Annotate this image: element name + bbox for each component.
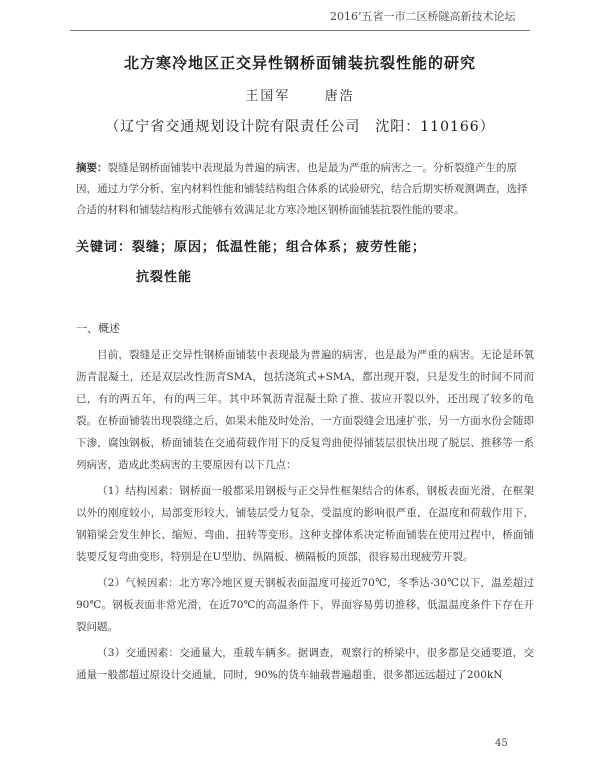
keywords-text: 裂缝；原因；低温性能；组合体系；疲劳性能； [132,240,427,255]
paper-title: 北方寒冷地区正交异性钢桥面铺装抗裂性能的研究 [123,54,476,72]
paragraph: （1）结构因素：钢桥面一般都采用钢板与正交异性框架结合的体系，钢板表面光滑，在框架以外的刚度较小，局部变形较大，铺装层受力复杂，受温度的影响很严重，在温度和荷载作用下，钢箱梁会发生伸长、缩短、弯曲、扭转等变形。这种支撑体系决定桥面铺装在使用过程中，桥面铺装要反复弯曲变形，特别是在U型肋、纵隔板、横隔板的顶部，很容易出现疲劳开裂。 [76,485,534,563]
page-number: 45 [495,738,508,749]
section-heading: 一、概述 [76,322,120,335]
paragraph: （3）交通因素：交通量大，重载车辆多。据调查，观察行的桥梁中，很多都是交通要道，交通量一般都超过原设计交通量，同时，90%的货车轴载普遍超重，很多都远远超过了200kN [76,647,534,681]
header-divider [70,30,530,31]
author-name: 唐浩 [324,89,355,104]
body-text [76,344,534,690]
abstract-label: 摘要： [76,162,108,174]
paragraph: （2）气候因素：北方寒冷地区夏天钢板表面温度可接近70℃，冬季达-30℃以下，温差超过90℃。钢板表面非常光滑，在近70℃的高温条件下，界面容易剪切推移，低温温度条件下存在开裂问题。 [76,577,534,633]
keywords-text-continued: 抗裂性能 [136,270,193,285]
abstract [76,158,536,221]
running-header: 2016’五省一市二区桥隧高新技术论坛 [330,10,516,23]
paragraph: 目前，裂缝是正交异性钢桥面铺装中表现最为普遍的病害，也是最为严重的病害。无论是环氧沥青混凝土，还是双层改性沥青SMA，包括浇筑式+SMA，都出现开裂，只是发生的时间不同而已，有的两五年，有的两三年。其中环氧沥青混凝土除了推、拔应开裂以外，还出现了较多的龟裂。在桥面铺装出现裂缝之后，如果未能及时处治，一方面裂缝会迅速扩张，另一方面水份会随即下渗，腐蚀钢板，桥面铺装在交通荷载作用下的反复弯曲使得铺装层很快出现了脱层、推移等一系列病害，造成此类病害的主要原因有以下几点： [76,349,534,471]
keywords [76,233,536,293]
abstract-text: 裂缝是钢桥面铺装中表现最为普遍的病害，也是最为严重的病害之一。分析裂缝产生的原因，通过力学分析、室内材料性能和铺装结构组合体系的试验研究，结合后期实桥观测调查，选择合适的材料和铺装结构形式能够有效满足北方寒冷地区钢桥面铺装抗裂性能的要求。 [76,162,528,216]
keywords-label: 关键词： [76,240,133,255]
affiliation: （辽宁省交通规划设计院有限责任公司 沈阳：110166） [105,119,495,135]
author-name: 王国军 [245,89,291,104]
author-list [0,85,600,104]
